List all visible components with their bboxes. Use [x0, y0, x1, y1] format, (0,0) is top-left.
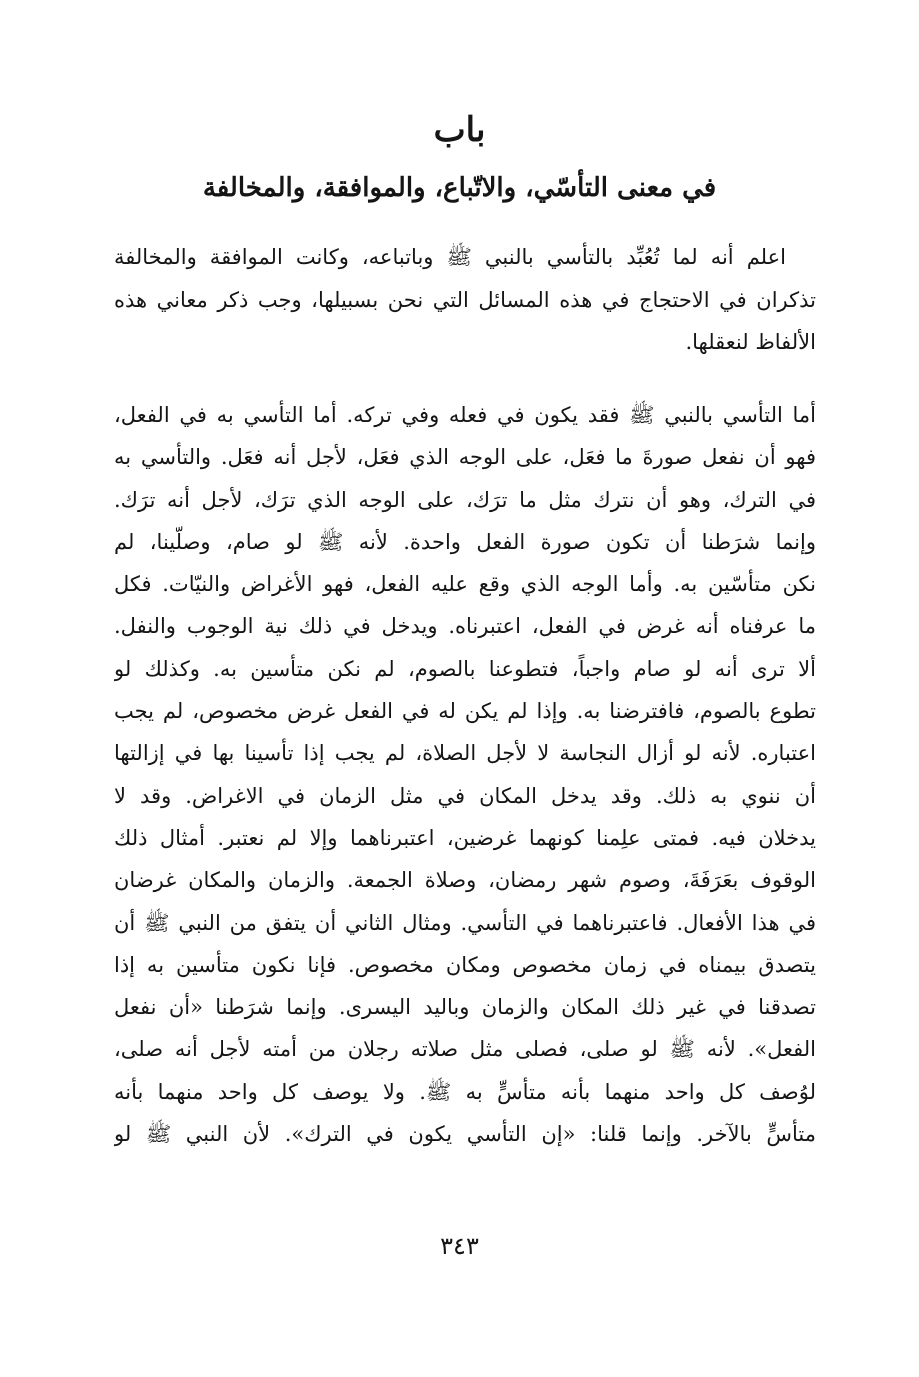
chapter-title: باب	[433, 110, 486, 150]
text-line: نكن متأسّين به. وأما الوجه الذي وقع عليه الفعل، فهو الأغراض والنيّات. فكل	[114, 572, 816, 597]
text-line: الفعل». لأنه ﷺ لو صلى، فصلى مثل صلاته رجلان من أمته لأجل أنه صلى،	[114, 1037, 816, 1062]
text-line: ما عرفناه أنه غرض في الفعل، اعتبرناه. ويدخل في ذلك نية الوجوب والنفل.	[114, 614, 816, 639]
text-line: ألا ترى أنه لو صام واجباً، فتطوعنا بالصوم، لم نكن متأسين به. وكذلك لو	[114, 656, 816, 681]
text-line: اعلم أنه لما تُعُبِّد بالتأسي بالنبي ﷺ وباتباعه، وكانت الموافقة والمخالفة	[114, 245, 786, 269]
text-line: يدخلان فيه. فمتى علِمنا كونهما غرضين، اعتبرناهما وإلا لم نعتبر. أمثال ذلك	[114, 825, 816, 850]
text-line: تذكران في الاحتجاج في هذه المسائل التي نحن بسبيلها، وجب ذكر معاني هذه	[114, 287, 816, 312]
text-line: لوُصف كل واحد منهما بأنه متأسٍّ به ﷺ. ولا يوصف كل واحد منهما بأنه	[114, 1079, 816, 1104]
page-number: ٣٤٣	[440, 1232, 479, 1260]
text-line: الألفاظ لنعقلها.	[685, 330, 816, 354]
text-line: يتصدق بيمناه في زمان مخصوص ومكان مخصوص. فإنا نكون متأسين به إذا	[114, 952, 816, 977]
paragraph-intro	[114, 236, 816, 364]
text-line: في هذا الأفعال. فاعتبرناهما في التأسي. ومثال الثاني أن يتفق من النبي ﷺ أن	[114, 910, 816, 935]
text-line: فهو أن نفعل صورةَ ما فعَل، على الوجه الذي فعَل، لأجل أنه فعَل. والتأسي به	[114, 445, 816, 470]
text-line: وإنما شرَطنا أن تكون صورة الفعل واحدة. لأنه ﷺ لو صام، وصلّينا، لم	[114, 529, 816, 554]
text-line: تصدقنا في غير ذلك المكان والزمان وباليد اليسرى. وإنما شرَطنا «أن نفعل	[114, 995, 816, 1020]
text-line: أن ننوي به ذلك. وقد يدخل المكان في مثل الزمان في الاغراض. وقد لا	[114, 783, 816, 808]
text-line: اعتباره. لأنه لو أزال النجاسة لا لأجل الصلاة، لم يجب إذا تأسينا بها في إزالتها	[114, 741, 816, 766]
text-line: أما التأسي بالنبي ﷺ فقد يكون في فعله وفي تركه. أما التأسي به في الفعل،	[114, 403, 816, 427]
paragraph-body	[114, 394, 816, 1155]
chapter-subtitle: في معنى التأسّي، والاتّباع، والموافقة، والمخالفة	[202, 173, 717, 203]
text-line: متأسٍّ بالآخر. وإنما قلنا: «إن التأسي يكون في الترك». لأن النبي ﷺ لو	[114, 1122, 816, 1147]
text-line: الوقوف بعَرَفَةَ، وصوم شهر رمضان، وصلاة الجمعة. والزمان والمكان غرضان	[114, 868, 816, 893]
text-line: في الترك، وهو أن نترك مثل ما ترَك، على الوجه الذي ترَك، لأجل أنه ترَك.	[114, 487, 816, 512]
text-line: تطوع بالصوم، فافترضنا به. وإذا لم يكن له في الفعل غرض مخصوص، لم يجب	[114, 699, 816, 724]
